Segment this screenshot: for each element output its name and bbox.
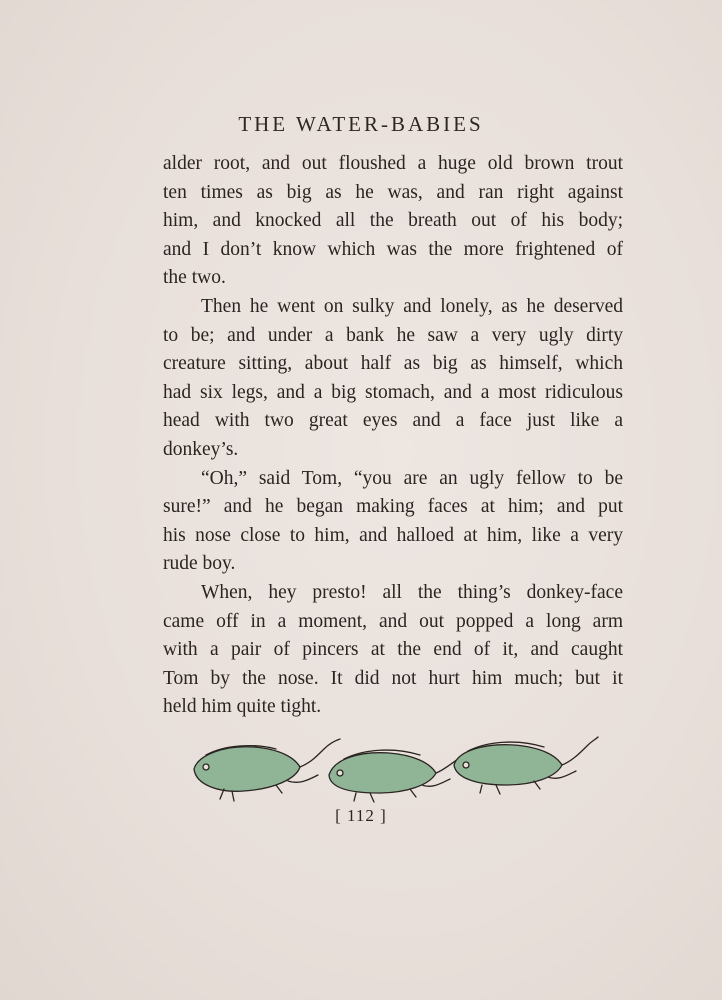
text-line: head with two great eyes and a face just like a <box>163 410 623 432</box>
paragraph-4 <box>163 579 623 722</box>
text-line: the two. <box>163 267 226 289</box>
text-line: his nose close to him, and halloed at him, like a very <box>163 524 623 546</box>
water-creature-illustration <box>184 735 599 805</box>
text-line: donkey’s. <box>163 438 239 460</box>
text-line: came off in a moment, and out popped a long arm <box>163 610 623 632</box>
text-line: with a pair of pincers at the end of it, and caught <box>163 639 623 661</box>
text-line: to be; and under a bank he saw a very ugly dirty <box>163 324 623 346</box>
paragraph-2 <box>163 293 623 465</box>
text-line: rude boy. <box>163 553 236 575</box>
paragraph-3 <box>163 465 623 579</box>
text-line: sure!” and he began making faces at him; and put <box>163 496 623 518</box>
running-title: THE WATER-BABIES <box>238 112 484 136</box>
text-line: held him quite tight. <box>163 696 322 718</box>
page-number: [ 112 ] <box>335 806 387 825</box>
text-line: creature sitting, about half as big as himself, which <box>163 353 623 375</box>
text-line: him, and knocked all the breath out of his body; <box>163 210 623 232</box>
paragraph-1 <box>163 150 623 293</box>
text-line: alder root, and out floushed a huge old brown trout <box>163 153 623 174</box>
text-line: and I don’t know which was the more frightened of <box>163 238 623 260</box>
text-line: “Oh,” said Tom, “you are an ugly fellow to be <box>201 467 623 489</box>
text-line: When, hey presto! all the thing’s donkey-face <box>201 581 623 603</box>
creature-body <box>454 745 562 785</box>
text-line: had six legs, and a big stomach, and a most ridiculous <box>163 381 623 403</box>
text-line: Then he went on sulky and lonely, as he deserved <box>201 295 623 317</box>
text-line: ten times as big as he was, and ran right against <box>163 181 623 203</box>
text-line: Tom by the nose. It did not hurt him much; but it <box>163 667 623 689</box>
body-text <box>163 150 623 722</box>
